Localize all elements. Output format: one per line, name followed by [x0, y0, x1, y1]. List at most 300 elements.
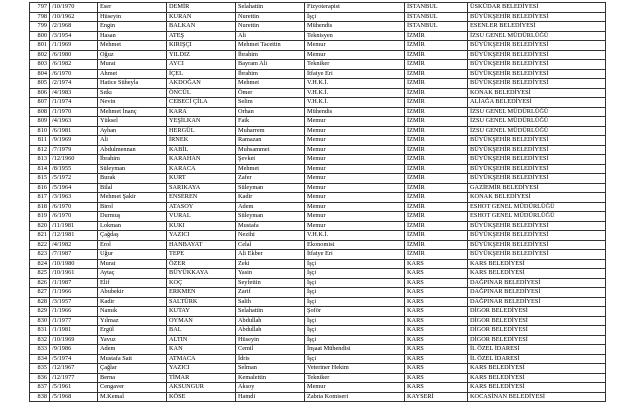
father-name-cell: Mehmet Tacettin	[236, 41, 305, 51]
table-row	[30, 117, 606, 127]
row-number-cell: 831	[30, 326, 50, 336]
table-row	[30, 126, 606, 136]
birth-date-cell: /10/1962	[50, 12, 98, 22]
institution-cell: İL ÖZEL İDARESİ	[468, 354, 606, 364]
birth-date-cell: /6/1980	[50, 50, 98, 60]
row-number-cell: 834	[30, 354, 50, 364]
job-title-cell: Memur	[305, 202, 405, 212]
institution-cell: İL ÖZEL İDARESİ	[468, 345, 606, 355]
table-row	[30, 50, 606, 60]
institution-cell: ESENLER BELEDİYESİ	[468, 22, 606, 32]
row-number-cell: 833	[30, 345, 50, 355]
birth-date-cell: /10/1969	[50, 335, 98, 345]
row-number-cell: 802	[30, 50, 50, 60]
row-number-cell: 816	[30, 183, 50, 193]
father-name-cell: Faik	[236, 117, 305, 127]
institution-cell: ESHOT GENEL MÜDÜRLÜĞÜ	[468, 202, 606, 212]
surname-cell: SALTÜRK	[167, 297, 236, 307]
first-name-cell: Sıtkı	[98, 88, 167, 98]
province-cell: KARS	[405, 383, 468, 393]
first-name-cell: Eser	[98, 3, 167, 13]
job-title-cell: Memur	[305, 183, 405, 193]
father-name-cell: Adem	[236, 202, 305, 212]
first-name-cell: Erol	[98, 240, 167, 250]
first-name-cell: Elif	[98, 278, 167, 288]
province-cell: KARS	[405, 354, 468, 364]
table-row	[30, 231, 606, 241]
father-name-cell: Mehmet	[236, 79, 305, 89]
job-title-cell: Memur	[305, 126, 405, 136]
first-name-cell: Durmuş	[98, 212, 167, 222]
province-cell: İZMİR	[405, 202, 468, 212]
table-row	[30, 69, 606, 79]
surname-cell: AKDOĞAN	[167, 79, 236, 89]
surname-cell: SARIKAYA	[167, 183, 236, 193]
first-name-cell: Bilal	[98, 183, 167, 193]
first-name-cell: Kadir	[98, 297, 167, 307]
birth-date-cell: /1/1966	[50, 288, 98, 298]
table-row	[30, 326, 606, 336]
table-row	[30, 354, 606, 364]
birth-date-cell: /12/1960	[50, 155, 98, 165]
surname-cell: KAN	[167, 345, 236, 355]
institution-cell: ALİAĞA BELEDİYESİ	[468, 98, 606, 108]
first-name-cell: Hasan	[98, 31, 167, 41]
institution-cell: BÜYÜKŞEHİR BELEDİYESİ	[468, 164, 606, 174]
job-title-cell: Memur	[305, 41, 405, 51]
row-number-cell: 799	[30, 22, 50, 32]
job-title-cell: V.H.K.İ.	[305, 98, 405, 108]
first-name-cell: Lokman	[98, 221, 167, 231]
table-row	[30, 136, 606, 146]
surname-cell: KURT	[167, 174, 236, 184]
first-name-cell: Murat	[98, 60, 167, 70]
table-row	[30, 193, 606, 203]
father-name-cell: Nurettin	[236, 22, 305, 32]
surname-cell: ERKMEN	[167, 288, 236, 298]
surname-cell: ÖNCÜL	[167, 88, 236, 98]
province-cell: İZMİR	[405, 164, 468, 174]
table-row	[30, 183, 606, 193]
father-name-cell: Cemil	[236, 345, 305, 355]
job-title-cell: Zabıta Komiseri	[305, 392, 405, 402]
row-number-cell: 811	[30, 136, 50, 146]
first-name-cell: Birol	[98, 202, 167, 212]
surname-cell: KURAN	[167, 12, 236, 22]
job-title-cell: İtfaiye Eri	[305, 250, 405, 260]
province-cell: İZMİR	[405, 60, 468, 70]
father-name-cell: Selman	[236, 364, 305, 374]
surname-cell: AKSUNGUR	[167, 383, 236, 393]
father-name-cell: Aksoy	[236, 383, 305, 393]
birth-date-cell: /1/1987	[50, 278, 98, 288]
institution-cell: DİGOR BELEDİYESİ	[468, 335, 606, 345]
row-number-cell: 805	[30, 79, 50, 89]
row-number-cell: 801	[30, 41, 50, 51]
father-name-cell: Kemalettin	[236, 373, 305, 383]
first-name-cell: Aytaç	[98, 269, 167, 279]
job-title-cell: İtfaiye Eri	[305, 69, 405, 79]
job-title-cell: Memur	[305, 155, 405, 165]
surname-cell: TİMAR	[167, 373, 236, 383]
province-cell: İZMİR	[405, 31, 468, 41]
row-number-cell: 823	[30, 250, 50, 260]
province-cell: KARS	[405, 364, 468, 374]
province-cell: İZMİR	[405, 79, 468, 89]
birth-date-cell: /7/1979	[50, 145, 98, 155]
birth-date-cell: /1/1977	[50, 316, 98, 326]
father-name-cell: Selahattin	[236, 3, 305, 13]
institution-cell: BÜYÜKŞEHİR BELEDİYESİ	[468, 231, 606, 241]
birth-date-cell: /5/1972	[50, 174, 98, 184]
father-name-cell: Selim	[236, 98, 305, 108]
surname-cell: VURAL	[167, 212, 236, 222]
institution-cell: GAZİEMİR BELEDİYESİ	[468, 183, 606, 193]
row-number-cell: 797	[30, 3, 50, 13]
table-body	[30, 3, 606, 402]
first-name-cell: Engin	[98, 22, 167, 32]
table-row	[30, 202, 606, 212]
row-number-cell: 818	[30, 202, 50, 212]
father-name-cell: Bayram Ali	[236, 60, 305, 70]
surname-cell: YAZICI	[167, 231, 236, 241]
job-title-cell: Mühendis	[305, 22, 405, 32]
surname-cell: BALKAN	[167, 22, 236, 32]
institution-cell: İZSU GENEL MÜDÜRLÜĞÜ	[468, 107, 606, 117]
province-cell: İSTANBUL	[405, 22, 468, 32]
row-number-cell: 836	[30, 373, 50, 383]
province-cell: KARS	[405, 307, 468, 317]
surname-cell: BAL	[167, 326, 236, 336]
surname-cell: BÜYÜKKAYA	[167, 269, 236, 279]
row-number-cell: 803	[30, 60, 50, 70]
personnel-list-page	[29, 2, 600, 402]
table-row	[30, 269, 606, 279]
birth-date-cell: /10/1980	[50, 259, 98, 269]
province-cell: İZMİR	[405, 174, 468, 184]
birth-date-cell: /5/1961	[50, 383, 98, 393]
table-row	[30, 392, 606, 402]
institution-cell: DAĞPINAR BELEDİYESİ	[468, 278, 606, 288]
surname-cell: HERGÜL	[167, 126, 236, 136]
surname-cell: OYMAN	[167, 316, 236, 326]
institution-cell: BÜYÜKŞEHİR BELEDİYESİ	[468, 12, 606, 22]
table-row	[30, 41, 606, 51]
job-title-cell: İşçi	[305, 335, 405, 345]
father-name-cell: Hamdi	[236, 392, 305, 402]
institution-cell: KARS BELEDİYESİ	[468, 373, 606, 383]
row-number-cell: 825	[30, 269, 50, 279]
table-row	[30, 278, 606, 288]
job-title-cell: Ekonomist	[305, 240, 405, 250]
job-title-cell: İşçi	[305, 259, 405, 269]
birth-date-cell: /2/1974	[50, 79, 98, 89]
father-name-cell: Muhsammet	[236, 145, 305, 155]
birth-date-cell: /6/1970	[50, 202, 98, 212]
table-row	[30, 240, 606, 250]
job-title-cell: V.H.K.İ.	[305, 231, 405, 241]
province-cell: İZMİR	[405, 69, 468, 79]
institution-cell: KARS BELEDİYESİ	[468, 364, 606, 374]
institution-cell: DAĞPINAR BELEDİYESİ	[468, 297, 606, 307]
table-row	[30, 345, 606, 355]
birth-date-cell: /12/1981	[50, 231, 98, 241]
institution-cell: DİGOR BELEDİYESİ	[468, 316, 606, 326]
surname-cell: ATEŞ	[167, 31, 236, 41]
table-row	[30, 250, 606, 260]
job-title-cell: İşçi	[305, 12, 405, 22]
table-row	[30, 22, 606, 32]
province-cell: İZMİR	[405, 145, 468, 155]
province-cell: İZMİR	[405, 221, 468, 231]
row-number-cell: 821	[30, 231, 50, 241]
father-name-cell: Şevket	[236, 155, 305, 165]
surname-cell: CEBECİ ÇİLA	[167, 98, 236, 108]
first-name-cell: Mehmet İnanç	[98, 107, 167, 117]
father-name-cell: Orhan	[236, 107, 305, 117]
birth-date-cell: /8/1955	[50, 164, 98, 174]
birth-date-cell: /5/1968	[50, 392, 98, 402]
first-name-cell: Abdulmennan	[98, 145, 167, 155]
father-name-cell: Ömer	[236, 88, 305, 98]
surname-cell: ALTIN	[167, 335, 236, 345]
personnel-table	[29, 2, 606, 402]
province-cell: KARS	[405, 288, 468, 298]
table-row	[30, 297, 606, 307]
birth-date-cell: /9/1986	[50, 345, 98, 355]
table-row	[30, 60, 606, 70]
row-number-cell: 808	[30, 107, 50, 117]
first-name-cell: Mehmet Şakir	[98, 193, 167, 203]
birth-date-cell: /11/1981	[50, 221, 98, 231]
birth-date-cell: /1/1981	[50, 326, 98, 336]
institution-cell: BÜYÜKŞEHİR BELEDİYESİ	[468, 221, 606, 231]
province-cell: İZMİR	[405, 88, 468, 98]
birth-date-cell: /6/1982	[50, 60, 98, 70]
birth-date-cell: /3/1963	[50, 193, 98, 203]
job-title-cell: Memur	[305, 212, 405, 222]
province-cell: İZMİR	[405, 107, 468, 117]
institution-cell: KOCASİNAN BELEDİYESİ	[468, 392, 606, 402]
father-name-cell: Seyfettin	[236, 278, 305, 288]
table-row	[30, 79, 606, 89]
province-cell: KARS	[405, 297, 468, 307]
province-cell: İZMİR	[405, 193, 468, 203]
table-row	[30, 335, 606, 345]
first-name-cell: Nevin	[98, 98, 167, 108]
job-title-cell: İşçi	[305, 354, 405, 364]
birth-date-cell: /6/1970	[50, 212, 98, 222]
first-name-cell: Ali	[98, 136, 167, 146]
job-title-cell: V.H.K.İ.	[305, 79, 405, 89]
province-cell: İZMİR	[405, 183, 468, 193]
surname-cell: ENSEREN	[167, 193, 236, 203]
province-cell: KAYSERİ	[405, 392, 468, 402]
father-name-cell: Zeki	[236, 259, 305, 269]
institution-cell: İZSU GENEL MÜDÜRLÜĞÜ	[468, 126, 606, 136]
institution-cell: BÜYÜKŞEHİR BELEDİYESİ	[468, 60, 606, 70]
table-row	[30, 307, 606, 317]
table-row	[30, 221, 606, 231]
first-name-cell: Burak	[98, 174, 167, 184]
table-row	[30, 107, 606, 117]
job-title-cell: İşçi	[305, 326, 405, 336]
table-row	[30, 155, 606, 165]
province-cell: İZMİR	[405, 231, 468, 241]
first-name-cell: Hatice Süheyla	[98, 79, 167, 89]
surname-cell: KARACA	[167, 164, 236, 174]
row-number-cell: 838	[30, 392, 50, 402]
table-row	[30, 212, 606, 222]
first-name-cell: Murat	[98, 259, 167, 269]
row-number-cell: 815	[30, 174, 50, 184]
province-cell: İZMİR	[405, 50, 468, 60]
first-name-cell: Cengaver	[98, 383, 167, 393]
province-cell: KARS	[405, 269, 468, 279]
father-name-cell: Abdullah	[236, 316, 305, 326]
province-cell: KARS	[405, 278, 468, 288]
father-name-cell: Zafer	[236, 174, 305, 184]
province-cell: KARS	[405, 326, 468, 336]
birth-date-cell: /3/1954	[50, 31, 98, 41]
job-title-cell: İşçi	[305, 316, 405, 326]
surname-cell: KARAHAN	[167, 155, 236, 165]
father-name-cell: Nurettin	[236, 12, 305, 22]
row-number-cell: 807	[30, 98, 50, 108]
institution-cell: DAĞPINAR BELEDİYESİ	[468, 288, 606, 298]
first-name-cell: Mehmet	[98, 41, 167, 51]
first-name-cell: Yüksel	[98, 117, 167, 127]
first-name-cell: Mustafa Sait	[98, 354, 167, 364]
first-name-cell: Yılmaz	[98, 316, 167, 326]
institution-cell: KONAK BELEDİYESİ	[468, 88, 606, 98]
first-name-cell: Süleyman	[98, 164, 167, 174]
row-number-cell: 835	[30, 364, 50, 374]
row-number-cell: 798	[30, 12, 50, 22]
table-row	[30, 174, 606, 184]
table-row	[30, 383, 606, 393]
row-number-cell: 817	[30, 193, 50, 203]
first-name-cell: Berna	[98, 373, 167, 383]
job-title-cell: Şoför	[305, 307, 405, 317]
institution-cell: ÜSKÜDAR BELEDİYESİ	[468, 3, 606, 13]
row-number-cell: 819	[30, 212, 50, 222]
surname-cell: YAZICI	[167, 364, 236, 374]
institution-cell: BÜYÜKŞEHİR BELEDİYESİ	[468, 69, 606, 79]
table-row	[30, 12, 606, 22]
province-cell: İZMİR	[405, 117, 468, 127]
job-title-cell: Memur	[305, 193, 405, 203]
first-name-cell: M.Kemal	[98, 392, 167, 402]
birth-date-cell: /5/1964	[50, 183, 98, 193]
father-name-cell: Süleyman	[236, 212, 305, 222]
father-name-cell: Kadir	[236, 193, 305, 203]
first-name-cell: Oğuz	[98, 50, 167, 60]
province-cell: İZMİR	[405, 240, 468, 250]
first-name-cell: Namık	[98, 307, 167, 317]
job-title-cell: Memur	[305, 145, 405, 155]
row-number-cell: 837	[30, 383, 50, 393]
surname-cell: KARA	[167, 107, 236, 117]
row-number-cell: 810	[30, 126, 50, 136]
row-number-cell: 832	[30, 335, 50, 345]
job-title-cell: Memur	[305, 174, 405, 184]
institution-cell: BÜYÜKŞEHİR BELEDİYESİ	[468, 155, 606, 165]
institution-cell: KONAK BELEDİYESİ	[468, 193, 606, 203]
first-name-cell: Hüseyin	[98, 12, 167, 22]
institution-cell: İZSU GENEL MÜDÜRLÜĞÜ	[468, 117, 606, 127]
birth-date-cell: /10/1970	[50, 3, 98, 13]
surname-cell: ÖZER	[167, 259, 236, 269]
province-cell: KARS	[405, 345, 468, 355]
first-name-cell: Adem	[98, 345, 167, 355]
province-cell: İZMİR	[405, 136, 468, 146]
table-row	[30, 98, 606, 108]
birth-date-cell: /12/1967	[50, 364, 98, 374]
birth-date-cell: /7/1987	[50, 250, 98, 260]
row-number-cell: 800	[30, 31, 50, 41]
table-row	[30, 259, 606, 269]
row-number-cell: 826	[30, 278, 50, 288]
job-title-cell: Mühendis	[305, 107, 405, 117]
first-name-cell: Çağdaş	[98, 231, 167, 241]
province-cell: KARS	[405, 335, 468, 345]
province-cell: KARS	[405, 316, 468, 326]
province-cell: İZMİR	[405, 41, 468, 51]
father-name-cell: Mustafa	[236, 221, 305, 231]
table-row	[30, 364, 606, 374]
birth-date-cell: /1/1966	[50, 307, 98, 317]
father-name-cell: Abdullah	[236, 326, 305, 336]
row-number-cell: 828	[30, 297, 50, 307]
province-cell: KARS	[405, 373, 468, 383]
row-number-cell: 813	[30, 155, 50, 165]
institution-cell: BÜYÜKŞEHİR BELEDİYESİ	[468, 174, 606, 184]
surname-cell: KIRIŞÇI	[167, 41, 236, 51]
birth-date-cell: /12/1977	[50, 373, 98, 383]
father-name-cell: İbrahim	[236, 50, 305, 60]
job-title-cell: İşçi	[305, 278, 405, 288]
institution-cell: BÜYÜKŞEHİR BELEDİYESİ	[468, 136, 606, 146]
job-title-cell: Teknisyen	[305, 31, 405, 41]
institution-cell: BÜYÜKŞEHİR BELEDİYESİ	[468, 240, 606, 250]
birth-date-cell: /3/1957	[50, 297, 98, 307]
surname-cell: YEŞİLKAN	[167, 117, 236, 127]
row-number-cell: 806	[30, 88, 50, 98]
table-row	[30, 3, 606, 13]
birth-date-cell: /4/1982	[50, 240, 98, 250]
province-cell: İZMİR	[405, 250, 468, 260]
surname-cell: ATASOY	[167, 202, 236, 212]
father-name-cell: Celal	[236, 240, 305, 250]
surname-cell: TEPE	[167, 250, 236, 260]
row-number-cell: 829	[30, 307, 50, 317]
first-name-cell: Çağlar	[98, 364, 167, 374]
birth-date-cell: /6/1970	[50, 69, 98, 79]
first-name-cell: Ayhan	[98, 126, 167, 136]
first-name-cell: Ahmet	[98, 69, 167, 79]
institution-cell: KARS BELEDİYESİ	[468, 383, 606, 393]
surname-cell: DEMİR	[167, 3, 236, 13]
job-title-cell: Memur	[305, 136, 405, 146]
job-title-cell: Veteriner Hekim	[305, 364, 405, 374]
surname-cell: KOÇ	[167, 278, 236, 288]
row-number-cell: 830	[30, 316, 50, 326]
row-number-cell: 822	[30, 240, 50, 250]
father-name-cell: Mehmet	[236, 164, 305, 174]
father-name-cell: Ali	[236, 31, 305, 41]
first-name-cell: İbrahim	[98, 155, 167, 165]
